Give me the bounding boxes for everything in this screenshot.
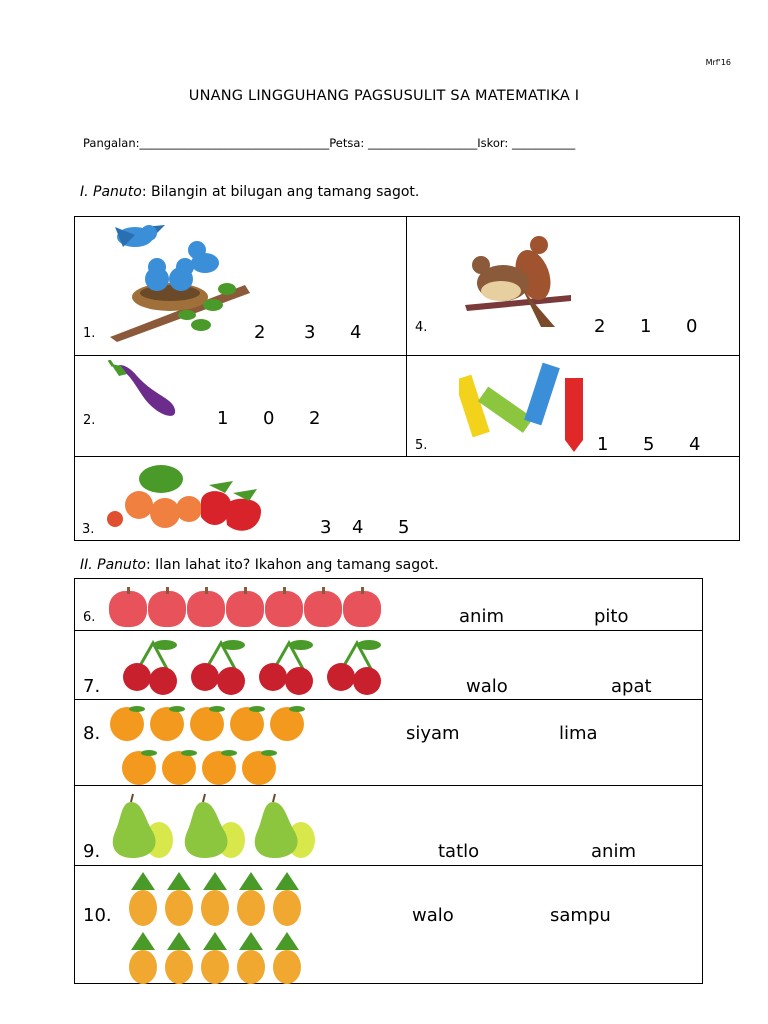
item-number: 10. bbox=[83, 905, 112, 926]
choice[interactable]: 0 bbox=[263, 408, 275, 429]
item-4-choices[interactable] bbox=[594, 316, 697, 337]
item-1-choices[interactable] bbox=[254, 322, 361, 343]
date-field[interactable]: ___________________ bbox=[367, 136, 478, 150]
choice[interactable]: apat bbox=[611, 676, 652, 697]
choice[interactable]: 0 bbox=[686, 316, 698, 337]
choice[interactable]: lima bbox=[559, 723, 598, 744]
name-label: Pangalan: bbox=[83, 136, 140, 150]
part2-text: : Ilan lahat ito? Ikahon ang tamang sagot. bbox=[145, 557, 439, 573]
item-10-row bbox=[74, 865, 703, 984]
part1-instruction bbox=[80, 184, 419, 200]
oranges-picture bbox=[109, 706, 319, 786]
choice[interactable]: 5 bbox=[643, 434, 655, 455]
two-birds-picture bbox=[463, 235, 573, 335]
part1-label: I. Panuto bbox=[80, 184, 142, 200]
item-number: 9. bbox=[83, 841, 101, 862]
choice[interactable]: anim bbox=[591, 841, 636, 862]
choice[interactable]: 1 bbox=[597, 434, 609, 455]
item-9-row bbox=[74, 785, 703, 866]
choice[interactable]: 5 bbox=[398, 517, 410, 538]
part1-text: : Bilangin at bilugan ang tamang sagot. bbox=[141, 184, 420, 200]
item-number: 6. bbox=[83, 610, 96, 625]
cherries-picture bbox=[123, 637, 393, 695]
choice[interactable]: walo bbox=[466, 676, 508, 697]
choice[interactable]: anim bbox=[459, 606, 504, 627]
item-1-cell bbox=[74, 216, 407, 356]
student-info-row bbox=[83, 136, 575, 150]
strawberries-picture bbox=[101, 457, 271, 537]
item-number: 1. bbox=[83, 326, 96, 341]
item-2-choices[interactable] bbox=[217, 408, 320, 429]
pears-picture bbox=[109, 792, 319, 860]
choice[interactable]: walo bbox=[412, 905, 454, 926]
score-field[interactable]: ___________ bbox=[511, 136, 576, 150]
choice[interactable]: pito bbox=[594, 606, 629, 627]
item-number: 7. bbox=[83, 676, 101, 697]
part2-label: II. Panuto bbox=[80, 557, 146, 573]
part2-instruction bbox=[80, 557, 439, 573]
choice[interactable]: 4 bbox=[352, 517, 364, 538]
item-7-row bbox=[74, 630, 703, 700]
item-6-row bbox=[74, 578, 703, 631]
choice[interactable]: sampu bbox=[550, 905, 611, 926]
pineapples-picture bbox=[125, 872, 310, 984]
item-number: 2. bbox=[83, 413, 96, 428]
choice[interactable]: 2 bbox=[309, 408, 321, 429]
item-number: 8. bbox=[83, 723, 101, 744]
item-8-row bbox=[74, 699, 703, 786]
item-5-cell bbox=[406, 355, 740, 457]
choice[interactable]: 4 bbox=[689, 434, 701, 455]
choice[interactable]: 1 bbox=[640, 316, 652, 337]
document-code: Mrf'16 bbox=[705, 58, 731, 67]
item-number: 4. bbox=[415, 320, 428, 335]
crayons-picture bbox=[459, 360, 599, 452]
item-3-choices[interactable] bbox=[320, 517, 409, 538]
item-number: 3. bbox=[82, 522, 95, 537]
item-5-choices[interactable] bbox=[597, 434, 700, 455]
score-label: Iskor: bbox=[477, 136, 509, 150]
choice[interactable]: siyam bbox=[406, 723, 460, 744]
choice[interactable]: 2 bbox=[254, 322, 266, 343]
page-title: UNANG LINGGUHANG PAGSUSULIT SA MATEMATIKA I bbox=[188, 88, 580, 104]
date-label: Petsa: bbox=[329, 136, 365, 150]
item-number: 5. bbox=[415, 438, 428, 453]
name-field[interactable]: _________________________________ bbox=[139, 136, 330, 150]
apples-picture bbox=[109, 587, 384, 629]
item-4-cell bbox=[406, 216, 740, 356]
choice[interactable]: 2 bbox=[594, 316, 606, 337]
item-2-cell bbox=[74, 355, 407, 457]
choice[interactable]: 4 bbox=[350, 322, 362, 343]
choice[interactable]: 1 bbox=[217, 408, 229, 429]
item-3-cell bbox=[74, 456, 740, 541]
birds-in-nest-picture bbox=[105, 217, 255, 342]
choice[interactable]: 3 bbox=[304, 322, 316, 343]
choice[interactable]: tatlo bbox=[438, 841, 480, 862]
eggplant-picture bbox=[107, 360, 182, 430]
choice[interactable]: 3 bbox=[320, 517, 332, 538]
